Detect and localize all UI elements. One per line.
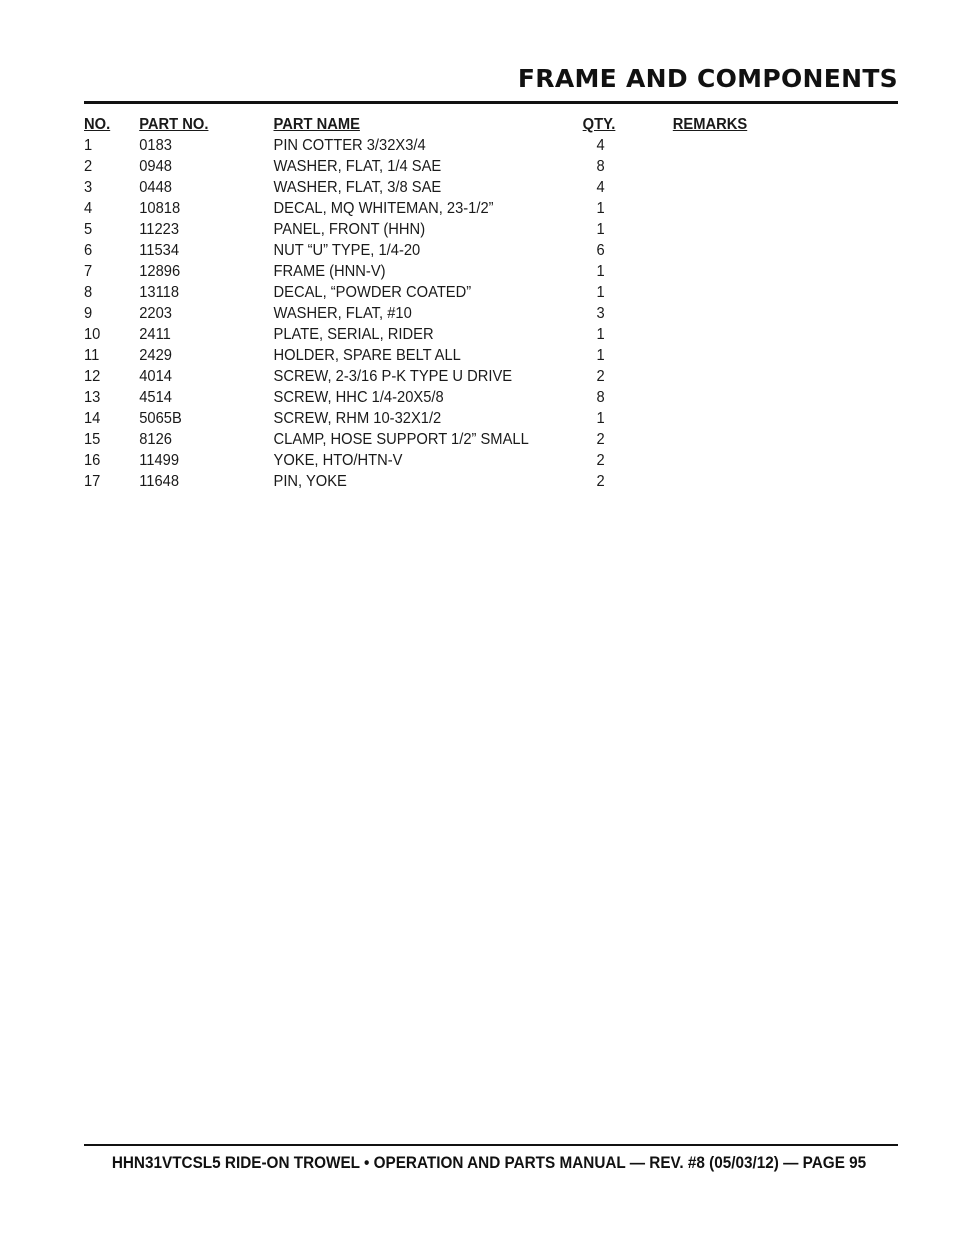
cell-remarks <box>673 366 802 387</box>
cell-part-name: YOKE, HTO/HTN-V <box>273 452 403 469</box>
cell-no: 7 <box>84 263 93 280</box>
cell-part-name: WASHER, FLAT, #10 <box>273 305 412 322</box>
cell-remarks <box>673 345 802 366</box>
cell-no: 15 <box>84 431 101 448</box>
cell-part-name: SCREW, HHC 1/4-20X5/8 <box>273 389 444 406</box>
cell-qty: 4 <box>596 137 605 154</box>
cell-part-no: 11648 <box>139 473 180 490</box>
cell-qty: 4 <box>596 179 605 196</box>
cell-part-name: WASHER, FLAT, 3/8 SAE <box>273 179 442 196</box>
cell-part-no: 11534 <box>139 242 180 259</box>
table-row <box>84 240 802 261</box>
header-part-name: PART NAME <box>273 116 360 133</box>
cell-remarks <box>673 282 802 303</box>
cell-remarks <box>673 303 802 324</box>
header-qty: QTY. <box>582 116 616 133</box>
cell-qty: 1 <box>596 200 605 217</box>
cell-part-no: 5065B <box>139 410 182 427</box>
cell-part-no: 0183 <box>139 137 172 154</box>
table-row <box>84 135 802 156</box>
cell-no: 11 <box>84 347 100 364</box>
cell-part-name: NUT “U” TYPE, 1/4-20 <box>273 242 421 259</box>
footer-divider <box>84 1144 898 1146</box>
cell-part-no: 0948 <box>139 158 172 175</box>
cell-qty: 1 <box>596 263 605 280</box>
cell-no: 6 <box>84 242 93 259</box>
cell-remarks <box>673 429 802 450</box>
cell-part-name: CLAMP, HOSE SUPPORT 1/2” SMALL <box>273 431 529 448</box>
cell-no: 1 <box>84 137 93 154</box>
table-row <box>84 198 802 219</box>
cell-part-no: 10818 <box>139 200 181 217</box>
cell-part-no: 4014 <box>139 368 172 385</box>
cell-remarks <box>673 219 802 240</box>
cell-qty: 2 <box>596 473 605 490</box>
cell-remarks <box>673 156 802 177</box>
cell-no: 14 <box>84 410 101 427</box>
cell-part-no: 12896 <box>139 263 181 280</box>
cell-part-name: PIN, YOKE <box>273 473 347 490</box>
header-remarks: REMARKS <box>672 116 748 133</box>
cell-no: 4 <box>84 200 93 217</box>
cell-remarks <box>673 387 802 408</box>
parts-table-body <box>84 135 802 492</box>
cell-remarks <box>673 198 802 219</box>
cell-no: 5 <box>84 221 93 238</box>
cell-remarks <box>673 471 802 492</box>
table-row <box>84 261 802 282</box>
page-title: FRAME AND COMPONENTS <box>517 64 898 93</box>
cell-no: 16 <box>84 452 101 469</box>
cell-qty: 1 <box>596 410 605 427</box>
cell-remarks <box>673 240 802 261</box>
cell-remarks <box>673 177 802 198</box>
cell-qty: 1 <box>596 221 605 238</box>
cell-remarks <box>673 450 802 471</box>
cell-part-name: PLATE, SERIAL, RIDER <box>273 326 434 343</box>
cell-remarks <box>673 135 802 156</box>
cell-part-no: 2203 <box>139 305 172 322</box>
table-row <box>84 471 802 492</box>
cell-part-no: 0448 <box>139 179 172 196</box>
table-row <box>84 366 802 387</box>
table-row <box>84 324 802 345</box>
cell-part-name: PIN COTTER 3/32X3/4 <box>273 137 426 154</box>
cell-qty: 8 <box>596 389 605 406</box>
cell-remarks <box>673 408 802 429</box>
cell-qty: 3 <box>596 305 605 322</box>
cell-part-name: HOLDER, SPARE BELT ALL <box>273 347 461 364</box>
table-row <box>84 408 802 429</box>
table-row <box>84 303 802 324</box>
table-row <box>84 429 802 450</box>
cell-part-name: SCREW, RHM 10-32X1/2 <box>273 410 442 427</box>
table-row <box>84 345 802 366</box>
cell-qty: 6 <box>596 242 605 259</box>
cell-qty: 1 <box>596 347 605 364</box>
cell-no: 3 <box>84 179 93 196</box>
cell-no: 9 <box>84 305 93 322</box>
table-row <box>84 219 802 240</box>
cell-part-no: 11223 <box>139 221 180 238</box>
cell-part-no: 2411 <box>139 326 171 343</box>
parts-table <box>84 114 802 492</box>
cell-no: 2 <box>84 158 93 175</box>
table-header-row <box>84 114 802 135</box>
cell-part-name: WASHER, FLAT, 1/4 SAE <box>273 158 442 175</box>
table-row <box>84 450 802 471</box>
cell-qty: 1 <box>596 326 605 343</box>
cell-part-name: SCREW, 2-3/16 P-K TYPE U DRIVE <box>273 368 513 385</box>
cell-part-no: 13118 <box>139 284 180 301</box>
table-row <box>84 177 802 198</box>
cell-part-name: DECAL, MQ WHITEMAN, 23-1/2” <box>273 200 494 217</box>
cell-part-no: 4514 <box>139 389 172 406</box>
cell-qty: 8 <box>596 158 605 175</box>
header-no: NO. <box>84 116 111 133</box>
header-part-no: PART NO. <box>139 116 209 133</box>
cell-qty: 2 <box>596 368 605 385</box>
cell-qty: 1 <box>596 284 605 301</box>
table-row <box>84 156 802 177</box>
table-row <box>84 282 802 303</box>
cell-part-no: 8126 <box>139 431 172 448</box>
page-footer: HHN31VTCSL5 RIDE-ON TROWEL • OPERATION AND PARTS MANUAL — REV. #8 (05/03/12) — PAGE 95 <box>111 1153 866 1172</box>
cell-part-no: 11499 <box>139 452 180 469</box>
cell-no: 10 <box>84 326 101 343</box>
cell-part-name: PANEL, FRONT (HHN) <box>273 221 426 238</box>
cell-remarks <box>673 324 802 345</box>
cell-part-no: 2429 <box>139 347 172 364</box>
cell-no: 8 <box>84 284 93 301</box>
cell-part-name: DECAL, “POWDER COATED” <box>273 284 472 301</box>
cell-qty: 2 <box>596 431 605 448</box>
cell-part-name: FRAME (HNN-V) <box>273 263 386 280</box>
cell-qty: 2 <box>596 452 605 469</box>
cell-no: 17 <box>84 473 101 490</box>
table-row <box>84 387 802 408</box>
cell-no: 13 <box>84 389 101 406</box>
title-divider <box>84 101 898 104</box>
cell-remarks <box>673 261 802 282</box>
cell-no: 12 <box>84 368 101 385</box>
